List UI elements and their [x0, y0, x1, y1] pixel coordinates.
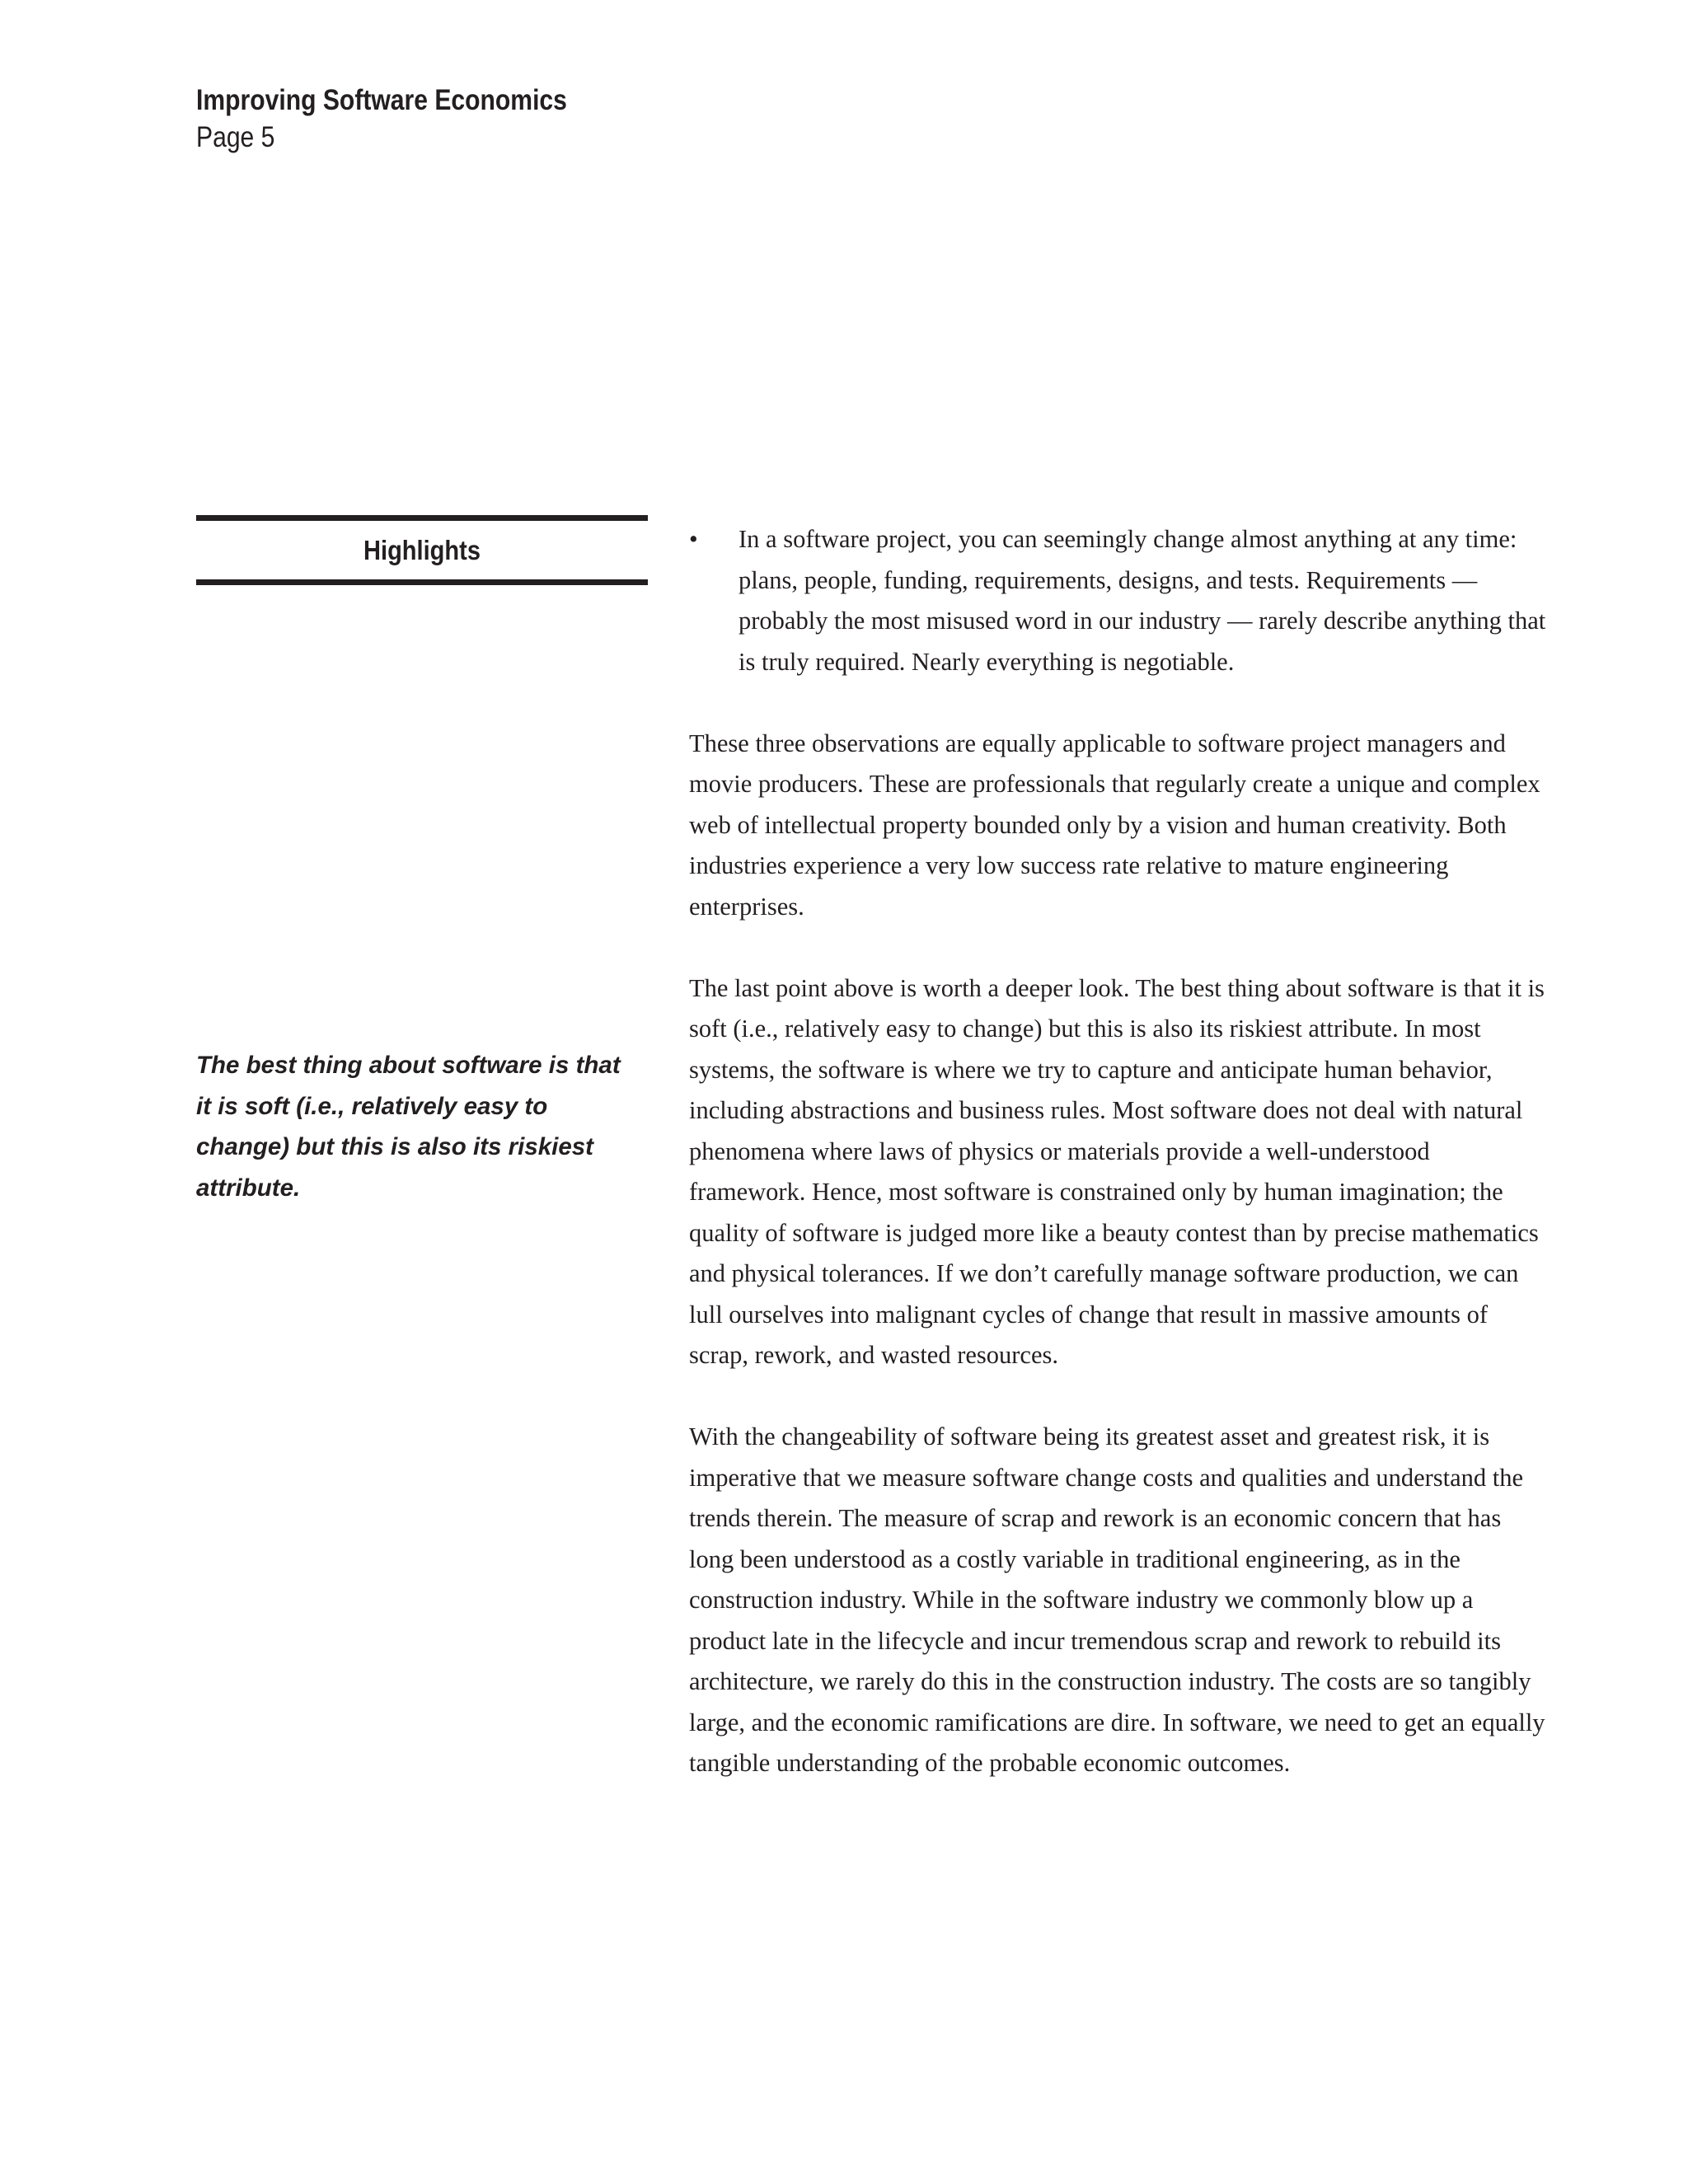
body-paragraph: These three observations are equally applicable to software project managers and movie producers. These are professionals that regularly create a unique and complex web of intellectual property bounded only by a vision and human creativity. Both industries experience a very low success rate relative to mature engineering enterprises. [689, 729, 1540, 921]
bullet-item [689, 519, 1546, 682]
page-number: Page 5 [196, 121, 275, 153]
page-header [196, 82, 627, 157]
document-title: Improving Software Economics [196, 84, 567, 116]
main-body [689, 519, 1546, 1825]
bullet-text: In a software project, you can seemingly change almost anything at any time: plans, people, funding, requirements, designs, and tests. Requirements — probably the most misused word in our industry — rarely describe anything that is truly required. Nearly everything is negotiable. [738, 525, 1546, 676]
body-paragraph: The last point above is worth a deeper look. The best thing about software is that it is soft (i.e., relatively easy to change) but this is also its riskiest attribute. In most systems, the software is where we try to capture and anticipate human behavior, including abstractions and business rules. Most software does not deal with natural phenomena where laws of physics or materials provide a well-understood framework. Hence, most software is constrained only by human imagination; the quality of software is judged more like a beauty contest than by precise mathematics and physical tolerances. If we don’t carefully manage software production, we can lull ourselves into malignant cycles of change that result in massive amounts of scrap, rework, and wasted resources. [689, 973, 1545, 1369]
highlights-heading: Highlights [363, 535, 481, 565]
pull-quote: The best thing about software is that it is soft (i.e., relatively easy to change) but this is also its riskiest attribute. [196, 1052, 621, 1202]
bullet-icon: • [689, 525, 698, 553]
highlights-box [196, 515, 648, 585]
body-paragraph: With the changeability of software being its greatest asset and greatest risk, it is imperative that we measure software change costs and qualities and understand the trends therein. The measure of scrap and rework is an economic concern that has long been understood as a costly variable in traditional engineering, as in the construction industry. While in the software industry we commonly blow up a product late in the lifecycle and incur tremendous scrap and rework to rebuild its architecture, we rarely do this in the construction industry. The costs are so tangibly large, and the economic ramifications are dire. In software, we need to get an equally tangible understanding of the probable economic outcomes. [689, 1422, 1545, 1777]
